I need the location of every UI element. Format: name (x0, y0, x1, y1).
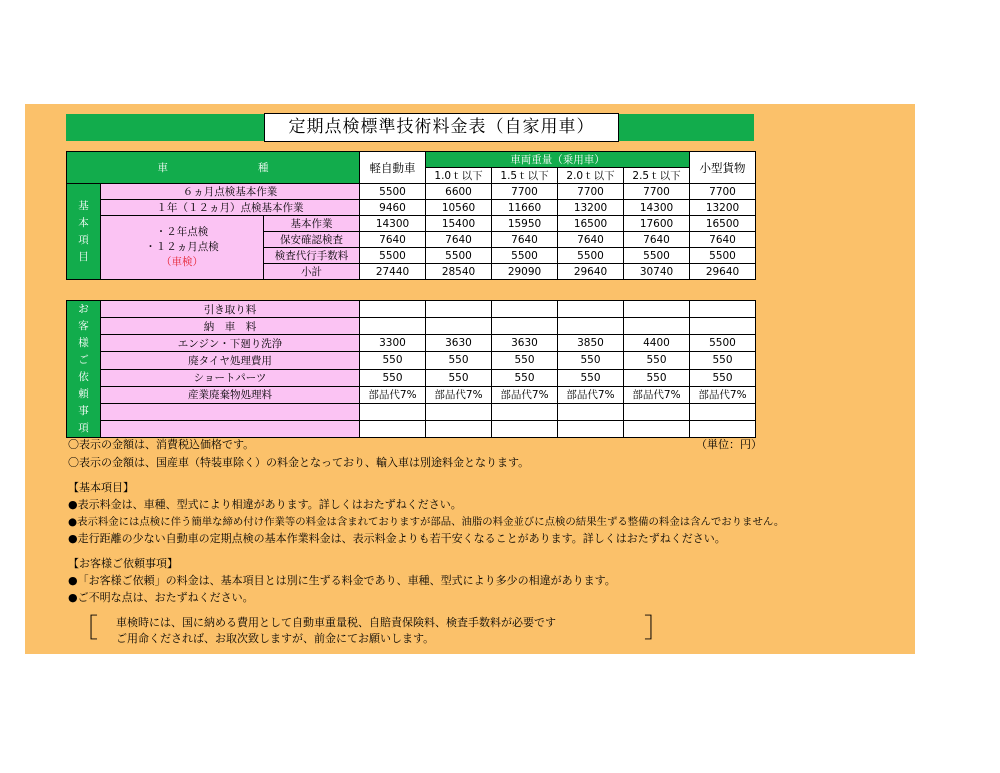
price-cell: 550 (360, 369, 426, 386)
group-line-shaken: （車検） (161, 256, 203, 268)
header-kei: 軽自動車 (360, 152, 426, 184)
row-label-subtotal: 小計 (264, 264, 360, 280)
price-cell: 5500 (558, 248, 624, 264)
customer-requests-table (66, 300, 756, 438)
price-cell (360, 403, 426, 420)
subtotal-cell: 29640 (558, 264, 624, 280)
price-cell (690, 301, 756, 318)
price-cell: 部品代7% (492, 386, 558, 403)
header-weight: 2.0ｔ以下 (558, 168, 624, 184)
price-cell (426, 420, 492, 437)
basic-item-note: ●表示料金は、車種、型式により相違があります。詳しくはおたずねください。 (68, 498, 462, 511)
bracket-line: 車検時には、国に納める費用として自動車重量税、自賠責保険料、検査手数料が必要です (116, 616, 556, 629)
basic-items-side-label: 基 本 項 目 (67, 184, 101, 280)
price-cell: 7640 (360, 232, 426, 248)
price-cell: 14300 (360, 216, 426, 232)
header-weight: 1.0ｔ以下 (426, 168, 492, 184)
page-title: 定期点検標準技術料金表（自家用車） (264, 113, 619, 142)
price-cell: 16500 (690, 216, 756, 232)
price-cell: 3630 (492, 335, 558, 352)
price-cell (492, 420, 558, 437)
price-cell: 7640 (558, 232, 624, 248)
price-cell: 3300 (360, 335, 426, 352)
price-cell (426, 301, 492, 318)
price-cell (558, 318, 624, 335)
price-cell (360, 420, 426, 437)
price-cell (558, 301, 624, 318)
basic-items-heading: 【基本項目】 (68, 481, 134, 494)
price-cell: 5500 (360, 248, 426, 264)
price-cell: 550 (558, 352, 624, 369)
price-cell: 部品代7% (360, 386, 426, 403)
bracket-open: ［ (72, 614, 99, 644)
price-cell: 4400 (624, 335, 690, 352)
price-cell (360, 301, 426, 318)
price-cell (624, 420, 690, 437)
row-label: ショートパーツ (101, 369, 360, 386)
row-label: 引き取り料 (101, 301, 360, 318)
row-label: 廃タイヤ処理費用 (101, 352, 360, 369)
price-cell (624, 403, 690, 420)
price-cell (492, 403, 558, 420)
price-cell: 550 (492, 352, 558, 369)
request-item-note: ●「お客様ご依頼」の料金は、基本項目とは別に生ずる料金であり、車種、型式により多少の相違があります。 (68, 574, 616, 587)
subtotal-cell: 28540 (426, 264, 492, 280)
price-cell: 11660 (492, 200, 558, 216)
row-label (101, 420, 360, 437)
price-cell (690, 403, 756, 420)
row-label: 保安確認検査 (264, 232, 360, 248)
shaken-group-label (101, 216, 264, 280)
row-label: １年（１２ヵ月）点検基本作業 (101, 200, 360, 216)
price-cell: 550 (624, 352, 690, 369)
domestic-note: 〇表示の金額は、国産車（特装車除く）の料金となっており、輸入車は別途料金となります。 (68, 456, 530, 469)
price-cell: 550 (426, 352, 492, 369)
price-cell: 7640 (624, 232, 690, 248)
price-cell: 5500 (624, 248, 690, 264)
row-label: 納 車 料 (101, 318, 360, 335)
subtotal-cell: 27440 (360, 264, 426, 280)
price-cell (426, 403, 492, 420)
header-weight: 1.5ｔ以下 (492, 168, 558, 184)
price-cell (492, 318, 558, 335)
price-cell (624, 318, 690, 335)
price-cell: 5500 (426, 248, 492, 264)
price-cell (426, 318, 492, 335)
price-cell: 3630 (426, 335, 492, 352)
group-line-2yr: ・２年点検 (155, 226, 209, 238)
basic-items-table (66, 151, 756, 280)
subtotal-cell: 29640 (690, 264, 756, 280)
subtotal-cell: 30740 (624, 264, 690, 280)
price-cell: 14300 (624, 200, 690, 216)
row-label: 検査代行手数料 (264, 248, 360, 264)
price-cell: 7700 (492, 184, 558, 200)
vehicle-type-header: 車 種 (67, 152, 360, 184)
price-cell: 部品代7% (690, 386, 756, 403)
price-cell: 550 (690, 369, 756, 386)
row-label: ６ヵ月点検基本作業 (101, 184, 360, 200)
header-small-cargo: 小型貨物 (690, 152, 756, 184)
price-cell (690, 318, 756, 335)
price-cell: 550 (360, 352, 426, 369)
price-cell: 7640 (426, 232, 492, 248)
basic-item-note: ●表示料金には点検に伴う簡単な締め付け作業等の料金は含まれておりますが部品、油脂の料金並びに点検の結果生ずる整備の料金は含んでおりません。 (68, 516, 785, 528)
price-cell: 7700 (558, 184, 624, 200)
price-cell: 7640 (492, 232, 558, 248)
price-cell (690, 420, 756, 437)
tax-note: 〇表示の金額は、消費税込価格です。 (68, 438, 255, 451)
price-cell: 13200 (558, 200, 624, 216)
price-cell: 7640 (690, 232, 756, 248)
price-cell: 15400 (426, 216, 492, 232)
price-cell: 5500 (360, 184, 426, 200)
price-cell (360, 318, 426, 335)
customer-requests-heading: 【お客様ご依頼事項】 (68, 557, 178, 570)
price-cell: 5500 (690, 335, 756, 352)
price-cell (558, 420, 624, 437)
price-cell: 550 (690, 352, 756, 369)
price-cell: 550 (558, 369, 624, 386)
unit-note: （単位：円） (696, 438, 762, 451)
price-cell (624, 301, 690, 318)
price-cell: 部品代7% (558, 386, 624, 403)
group-line-12mo: ・１２ヵ月点検 (145, 241, 219, 253)
price-cell: 13200 (690, 200, 756, 216)
price-cell: 部品代7% (624, 386, 690, 403)
price-cell: 10560 (426, 200, 492, 216)
price-cell: 部品代7% (426, 386, 492, 403)
row-label (101, 403, 360, 420)
price-cell: 7700 (624, 184, 690, 200)
price-cell: 5500 (492, 248, 558, 264)
subtotal-cell: 29090 (492, 264, 558, 280)
bracket-close: ］ (644, 614, 671, 644)
price-cell (558, 403, 624, 420)
price-cell: 7700 (690, 184, 756, 200)
price-cell: 9460 (360, 200, 426, 216)
header-weight-group: 車両重量（乗用車） (426, 152, 690, 168)
price-cell: 550 (426, 369, 492, 386)
row-label: 基本作業 (264, 216, 360, 232)
header-weight: 2.5ｔ以下 (624, 168, 690, 184)
bracket-line: ご用命くだされば、お取次致しますが、前金にてお願いします。 (116, 632, 435, 645)
price-cell: 550 (624, 369, 690, 386)
price-cell: 17600 (624, 216, 690, 232)
row-label: 産業廃棄物処理料 (101, 386, 360, 403)
price-cell: 3850 (558, 335, 624, 352)
price-cell: 6600 (426, 184, 492, 200)
request-item-note: ●ご不明な点は、おたずねください。 (68, 591, 254, 604)
price-cell: 15950 (492, 216, 558, 232)
basic-item-note: ●走行距離の少ない自動車の定期点検の基本作業料金は、表示料金よりも若干安くなることがあります。詳しくはおたずねください。 (68, 532, 726, 545)
row-label: エンジン・下廻り洗浄 (101, 335, 360, 352)
customer-requests-side-label: お 客 様 ご 依 頼 事 項 (67, 301, 101, 438)
price-cell: 550 (492, 369, 558, 386)
price-cell (492, 301, 558, 318)
price-cell: 5500 (690, 248, 756, 264)
price-cell: 16500 (558, 216, 624, 232)
